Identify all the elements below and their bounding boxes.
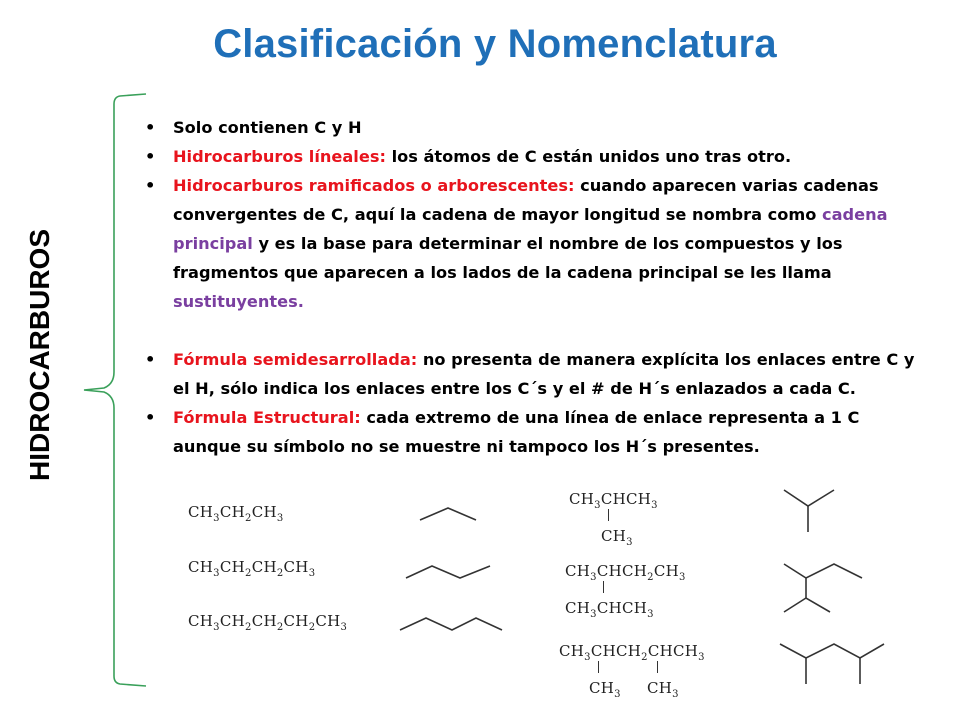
bullet-lineales: • Hidrocarburos líneales: los átomos de C están unidos uno tras otro. [145,142,920,171]
green-brace [80,90,150,690]
bullet-list [145,113,920,461]
bond-dimethylpentane-1 [598,661,599,673]
bullet-ramificados: • Hidrocarburos ramificados o arborescentes: cuando aparecen varias cadenas convergentes de C, aquí la cadena de mayor longitud se nombra como cadena principal y es la base para determinar el nombre de los compuestos y los fragmentos que aparecen a los lados de la cadena principal se les llama sustituyentes. [145,171,920,316]
formula-dimethylpentane-branch2: $CH_3$ [647,679,679,700]
bullet-only-c-h: • Solo contienen C y H [145,113,920,142]
skeletal-dimethylbutane [782,558,866,618]
skeletal-isobutane [782,486,838,534]
skeletal-dimethylpentane [778,640,888,688]
formula-dimethylbutane [565,562,686,624]
formula-dimethylpentane-main: $CH_3CHCH_2CHCH_3$ [559,642,705,663]
bond-isobutane [608,509,609,521]
skeletal-propane [418,504,478,524]
bond-dimethylbutane [603,581,604,593]
page-title: Clasificación y Nomenclatura [213,22,777,66]
formula-isobutane-main: $CH_3CHCH_3$ [569,490,658,511]
formula-dimethylbutane-bottom: $CH_3CHCH_3$ [565,599,654,620]
formula-propane: $CH_3CH_2CH_3$ [188,503,284,524]
formula-pentane: $CH_3CH_2CH_2CH_2CH_3$ [188,612,348,633]
formula-dimethylbutane-top: $CH_3CHCH_2CH_3$ [565,562,686,583]
skeletal-pentane [398,612,506,634]
bond-dimethylpentane-2 [657,661,658,673]
formula-butane: $CH_3CH_2CH_2CH_3$ [188,558,316,579]
side-label-hidrocarburos: HIDROCARBUROS [24,229,55,481]
formula-isobutane [569,490,658,552]
formula-dimethylpentane [559,642,705,700]
formula-dimethylpentane-branch1: $CH_3$ [589,679,621,700]
formula-isobutane-branch: $CH_3$ [601,527,633,548]
skeletal-butane [404,560,494,582]
bullet-semidesarrollada: • Fórmula semidesarrollada: no presenta de manera explícita los enlaces entre C y el H, sólo indica los enlaces entre los C´s y el # de H´s enlazados a cada C. [145,345,920,403]
bullet-estructural: • Fórmula Estructural: cada extremo de una línea de enlace representa a 1 C aunque su símbolo no se muestre ni tampoco los H´s presentes. [145,403,920,461]
